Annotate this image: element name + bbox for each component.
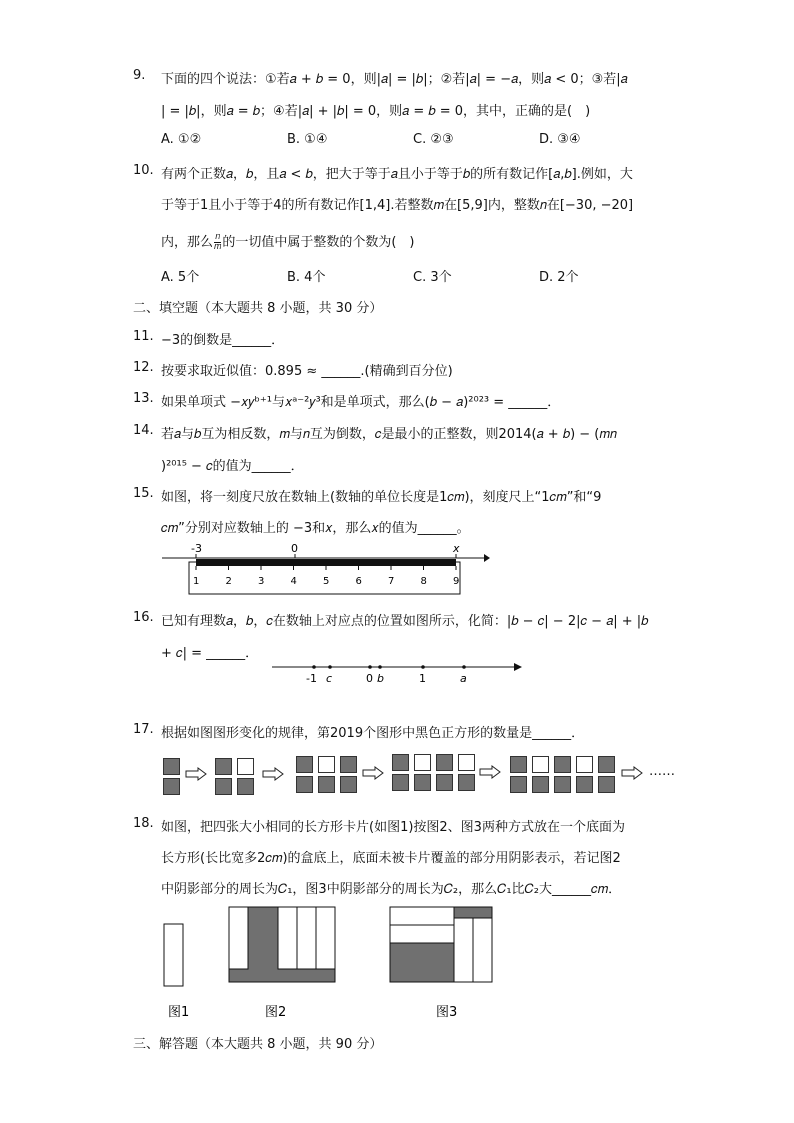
arrow-icon bbox=[621, 766, 643, 780]
q13-text: 如果单项式 −𝑥𝑦ᵇ⁺¹与𝑥ᵃ⁻²𝑦³和是单项式，那么(𝑏 − 𝑎)²⁰²³ = ______． bbox=[161, 395, 561, 410]
q16-label-c: c bbox=[326, 672, 333, 685]
arrow-icon bbox=[185, 767, 207, 781]
q15-ruler-bar bbox=[196, 559, 456, 566]
q16-label-1: 1 bbox=[419, 672, 426, 685]
q10-frac-num: 𝑛 bbox=[215, 232, 221, 242]
section-2-heading: 二、填空题（本大题共 8 小题，共 30 分） bbox=[133, 301, 383, 316]
q10-line3-start: 内，那么 bbox=[161, 235, 214, 250]
q15-ruler-tick-label: 5 bbox=[323, 576, 330, 587]
q9-number: 9. bbox=[133, 68, 146, 83]
q14-line2: )²⁰¹⁵ − 𝑐的值为______． bbox=[161, 459, 304, 474]
q18-line2: 长方形(长比宽多2𝑐𝑚)的盒底上，底面未被卡片覆盖的部分用阴影表示，若记图2 bbox=[161, 851, 621, 866]
q13-number: 13. bbox=[133, 391, 154, 406]
q17-ellipsis: …… bbox=[649, 764, 675, 779]
q15-ruler-tick-label: 8 bbox=[420, 576, 427, 587]
q14-number: 14. bbox=[133, 423, 154, 438]
q17-pattern-figure bbox=[163, 752, 703, 796]
q10-option-c: C. 3个 bbox=[413, 270, 452, 285]
q9-option-d: D. ③④ bbox=[539, 132, 581, 147]
q12-text: 按要求取近似值：0.895 ≈ ______.(精确到百分位) bbox=[161, 364, 453, 379]
q10-option-d: D. 2个 bbox=[539, 270, 579, 285]
q18-line1: 如图，把四张大小相同的长方形卡片(如图1)按图2、图3两种方式放在一个底面为 bbox=[161, 820, 625, 835]
q10-line3 bbox=[161, 231, 414, 252]
q10-option-a: A. 5个 bbox=[161, 270, 200, 285]
q14-line1: 若𝑎与𝑏互为相反数，𝑚与𝑛互为倒数，𝑐是最小的正整数，则2014(𝑎 + 𝑏) − (𝑚𝑛 bbox=[161, 427, 617, 442]
q10-number: 10. bbox=[133, 163, 154, 178]
q15-axis-label-minus3: -3 bbox=[191, 542, 202, 555]
q18-caption-3: 图3 bbox=[436, 1005, 458, 1020]
q18-caption-1: 图1 bbox=[168, 1005, 190, 1020]
q16-line2: + 𝑐| = ______． bbox=[161, 646, 259, 661]
q10-option-b: B. 4个 bbox=[287, 270, 326, 285]
q15-axis-label-x: x bbox=[453, 542, 460, 555]
q16-number-line-figure bbox=[268, 655, 528, 687]
q10-line3-end: 的一切值中属于整数的个数为( ) bbox=[222, 235, 415, 250]
q16-number: 16. bbox=[133, 610, 154, 625]
q9-option-b: B. ①④ bbox=[287, 132, 328, 147]
q15-ruler-tick-label: 1 bbox=[193, 576, 200, 587]
q15-ruler-figure bbox=[158, 538, 493, 598]
q15-axis-label-0: 0 bbox=[291, 542, 298, 555]
q15-ruler-tick-label: 4 bbox=[290, 576, 297, 587]
q17-text: 根据如图图形变化的规律，第2019个图形中黑色正方形的数量是______． bbox=[161, 726, 585, 741]
q18-line3: 中阴影部分的周长为𝐶₁，图3中阴影部分的周长为𝐶₂，那么𝐶₁比𝐶₂大______𝑐𝑚． bbox=[161, 882, 622, 897]
q15-ruler-tick-label: 7 bbox=[388, 576, 395, 587]
q18-number: 18. bbox=[133, 816, 154, 831]
q10-line2: 于等于1且小于等于4的所有数记作[1,4].若整数𝑚在[5,9]内，整数𝑛在[−30, −20] bbox=[161, 198, 634, 213]
q12-number: 12. bbox=[133, 360, 154, 375]
q16-line1: 已知有理数𝑎，𝑏，𝑐在数轴上对应点的位置如图所示，化简：|𝑏 − 𝑐| − 2|𝑐 − 𝑎| + |𝑏 bbox=[161, 614, 649, 629]
section-3-heading: 三、解答题（本大题共 8 小题，共 90 分） bbox=[133, 1037, 383, 1052]
q15-axis-arrow bbox=[484, 554, 490, 562]
q9-line2: | = |𝑏|，则𝑎 = 𝑏；④若|𝑎| + |𝑏| = 0，则𝑎 = 𝑏 = 0，其中，正确的是( ) bbox=[161, 104, 591, 119]
arrow-icon bbox=[479, 765, 501, 779]
arrow-icon bbox=[362, 766, 384, 780]
q15-line2: 𝑐𝑚”分别对应数轴上的 −3和𝑥，那么𝑥的值为______。 bbox=[161, 521, 470, 536]
q18-fig1-card bbox=[164, 924, 183, 986]
q10-fraction bbox=[214, 233, 221, 252]
q15-ruler-tick-label: 6 bbox=[355, 576, 362, 587]
q11-text: −3的倒数是______． bbox=[161, 333, 285, 348]
arrow-icon bbox=[262, 767, 284, 781]
q18-caption-2: 图2 bbox=[265, 1005, 287, 1020]
q15-ruler-tick-label: 2 bbox=[225, 576, 232, 587]
q15-number: 15. bbox=[133, 486, 154, 501]
q16-label-b: b bbox=[377, 672, 384, 685]
q9-line1: 下面的四个说法：①若𝑎 + 𝑏 = 0，则|𝑎| = |𝑏|；②若|𝑎| = −𝑎，则𝑎 < 0；③若|𝑎 bbox=[161, 72, 628, 87]
q17-number: 17. bbox=[133, 722, 154, 737]
q9-option-a: A. ①② bbox=[161, 132, 202, 147]
q16-label-a: a bbox=[460, 672, 467, 685]
q16-axis-arrow bbox=[514, 663, 522, 671]
q9-option-c: C. ②③ bbox=[413, 132, 454, 147]
q18-cards-figure bbox=[160, 904, 500, 1024]
q11-number: 11. bbox=[133, 329, 154, 344]
q10-line1: 有两个正数𝑎，𝑏，且𝑎 < 𝑏，把大于等于𝑎且小于等于𝑏的所有数记作[𝑎,𝑏].例如，大 bbox=[161, 167, 633, 182]
q16-label-minus1: -1 bbox=[306, 672, 317, 685]
q15-ruler-tick-label: 3 bbox=[258, 576, 265, 587]
q15-ruler-tick-label: 9 bbox=[453, 576, 460, 587]
q16-label-0: 0 bbox=[366, 672, 373, 685]
q15-line1: 如图，将一刻度尺放在数轴上(数轴的单位长度是1𝑐𝑚)，刻度尺上“1𝑐𝑚”和“9 bbox=[161, 490, 602, 505]
q10-frac-den: 𝑚 bbox=[214, 242, 222, 252]
